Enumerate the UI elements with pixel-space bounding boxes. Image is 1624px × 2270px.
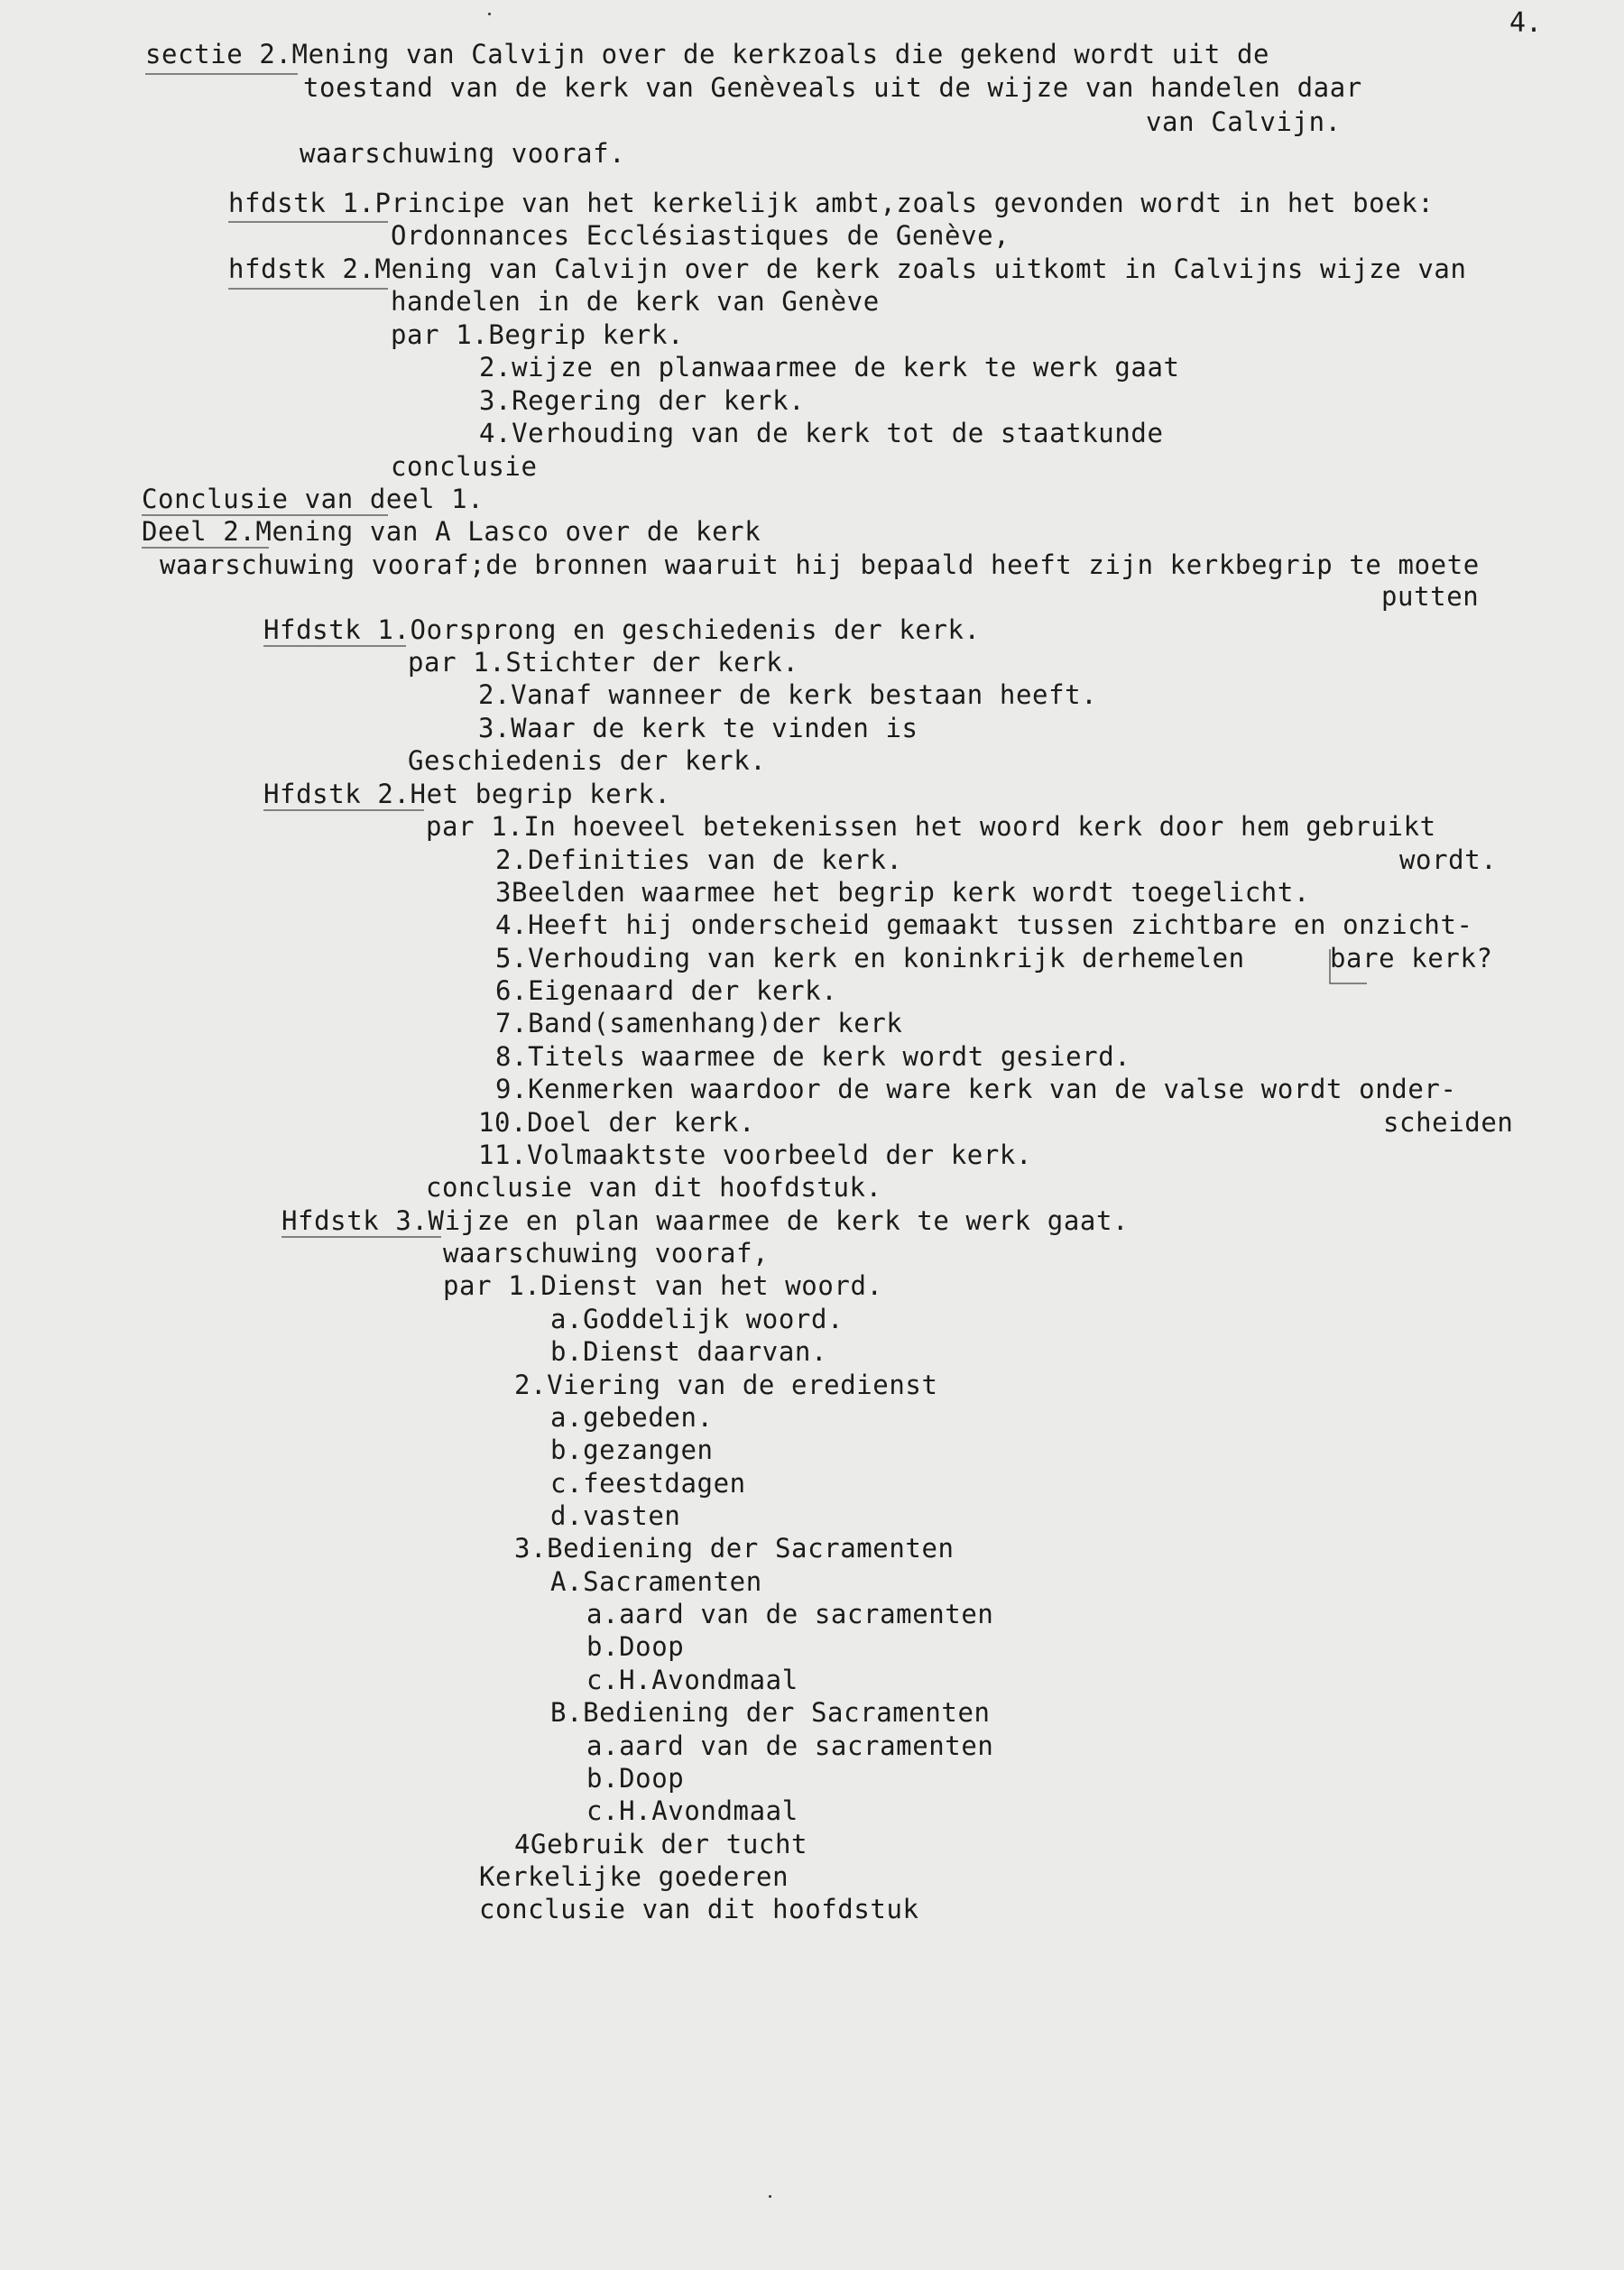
text-line: waarschuwing vooraf. — [300, 138, 626, 169]
text-line: 6.Eigenaard der kerk. — [495, 975, 838, 1006]
text-line: a.aard van de sacramenten — [586, 1730, 994, 1761]
text-line: sectie 2.Mening van Calvijn over de kerkzoals die gekend wordt uit de — [145, 39, 1270, 69]
text-line: a.aard van de sacramenten — [586, 1599, 994, 1629]
text-line: Hfdstk 3.Wijze en plan waarmee de kerk te werk gaat. — [281, 1205, 1130, 1236]
text-line: 2.Viering van de eredienst — [514, 1370, 938, 1400]
text-line: B.Bediening der Sacramenten — [550, 1697, 991, 1728]
text-line: b.gezangen — [550, 1435, 714, 1465]
text-line: par 1.Stichter der kerk. — [408, 647, 799, 678]
text-line: conclusie van dit hoofdstuk — [479, 1894, 919, 1924]
text-line: handelen in de kerk van Genève — [391, 286, 880, 317]
text-line: A.Sacramenten — [550, 1566, 762, 1597]
text-line: Ordonnances Ecclésiastiques de Genève, — [391, 220, 1010, 251]
text-line: Conclusie van deel 1. — [142, 484, 484, 514]
text-line: b.Doop — [586, 1763, 685, 1794]
text-line: 10.Doel der kerk. — [478, 1107, 756, 1138]
text-line: waarschuwing vooraf;de bronnen waaruit hij bepaald heeft zijn kerkbegrip te moete — [160, 549, 1480, 580]
text-line: 3.Waar de kerk te vinden is — [478, 713, 918, 743]
text-line: par 1.Begrip kerk. — [391, 319, 685, 350]
text-line: a.Goddelijk woord. — [550, 1304, 844, 1334]
text-line: Hfdstk 2.Het begrip kerk. — [263, 779, 671, 809]
text-line: 7.Band(samenhang)der kerk — [495, 1008, 903, 1038]
text-line: scheiden — [1383, 1107, 1514, 1138]
text-line: Kerkelijke goederen — [479, 1861, 789, 1892]
text-line: bare kerk? — [1330, 943, 1493, 974]
text-line: b.Dienst daarvan. — [550, 1336, 828, 1367]
text-line: c.H.Avondmaal — [586, 1795, 798, 1826]
text-line: 2.Vanaf wanneer de kerk bestaan heeft. — [478, 679, 1098, 710]
text-line: par 1.Dienst van het woord. — [443, 1270, 883, 1301]
text-line: putten — [1381, 581, 1480, 612]
text-line: 2.Definities van de kerk. — [495, 844, 903, 875]
text-line: 5.Verhouding van kerk en koninkrijk derhemelen — [495, 943, 1245, 974]
page-number: 4. — [1509, 7, 1543, 39]
text-line: van Calvijn. — [1146, 106, 1342, 137]
text-line: a.gebeden. — [550, 1402, 714, 1433]
text-line: c.H.Avondmaal — [586, 1665, 798, 1695]
text-line: 4.Verhouding van de kerk tot de staatkunde — [479, 418, 1164, 448]
insertion-mark — [1330, 949, 1367, 983]
text-line: 3Beelden waarmee het begrip kerk wordt toegelicht. — [495, 877, 1310, 908]
text-line: Deel 2.Mening van A Lasco over de kerk — [142, 516, 761, 547]
text-line: b.Doop — [586, 1631, 685, 1662]
text-line: conclusie — [391, 451, 538, 482]
text-line: 8.Titels waarmee de kerk wordt gesierd. — [495, 1041, 1131, 1072]
text-line: conclusie van dit hoofdstuk. — [426, 1172, 882, 1203]
text-line: par 1.In hoeveel betekenissen het woord kerk door hem gebruikt — [426, 811, 1436, 842]
text-line: 4Gebruik der tucht — [514, 1829, 808, 1859]
text-line: hfdstk 2.Mening van Calvijn over de kerk zoals uitkomt in Calvijns wijze van — [228, 254, 1467, 284]
text-line: 11.Volmaaktste voorbeeld der kerk. — [478, 1140, 1033, 1170]
text-line: wordt. — [1399, 844, 1498, 875]
text-line: 2.wijze en planwaarmee de kerk te werk gaat — [479, 352, 1180, 383]
text-line: 9.Kenmerken waardoor de ware kerk van de valse wordt onder- — [495, 1074, 1457, 1104]
text-line: d.vasten — [550, 1500, 681, 1531]
text-line: waarschuwing vooraf, — [443, 1238, 770, 1269]
text-line: toestand van de kerk van Genèveals uit de wijze van handelen daar — [303, 72, 1362, 103]
text-line: hfdstk 1.Principe van het kerkelijk ambt,zoals gevonden wordt in het boek: — [228, 188, 1435, 218]
text-line: Geschiedenis der kerk. — [408, 745, 767, 776]
text-line: 3.Bediening der Sacramenten — [514, 1533, 955, 1564]
text-line: c.feestdagen — [550, 1468, 746, 1499]
text-line: 4.Heeft hij onderscheid gemaakt tussen zichtbare en onzicht- — [495, 909, 1473, 940]
text-line: 3.Regering der kerk. — [479, 385, 806, 416]
text-line: Hfdstk 1.Oorsprong en geschiedenis der kerk. — [263, 614, 981, 645]
